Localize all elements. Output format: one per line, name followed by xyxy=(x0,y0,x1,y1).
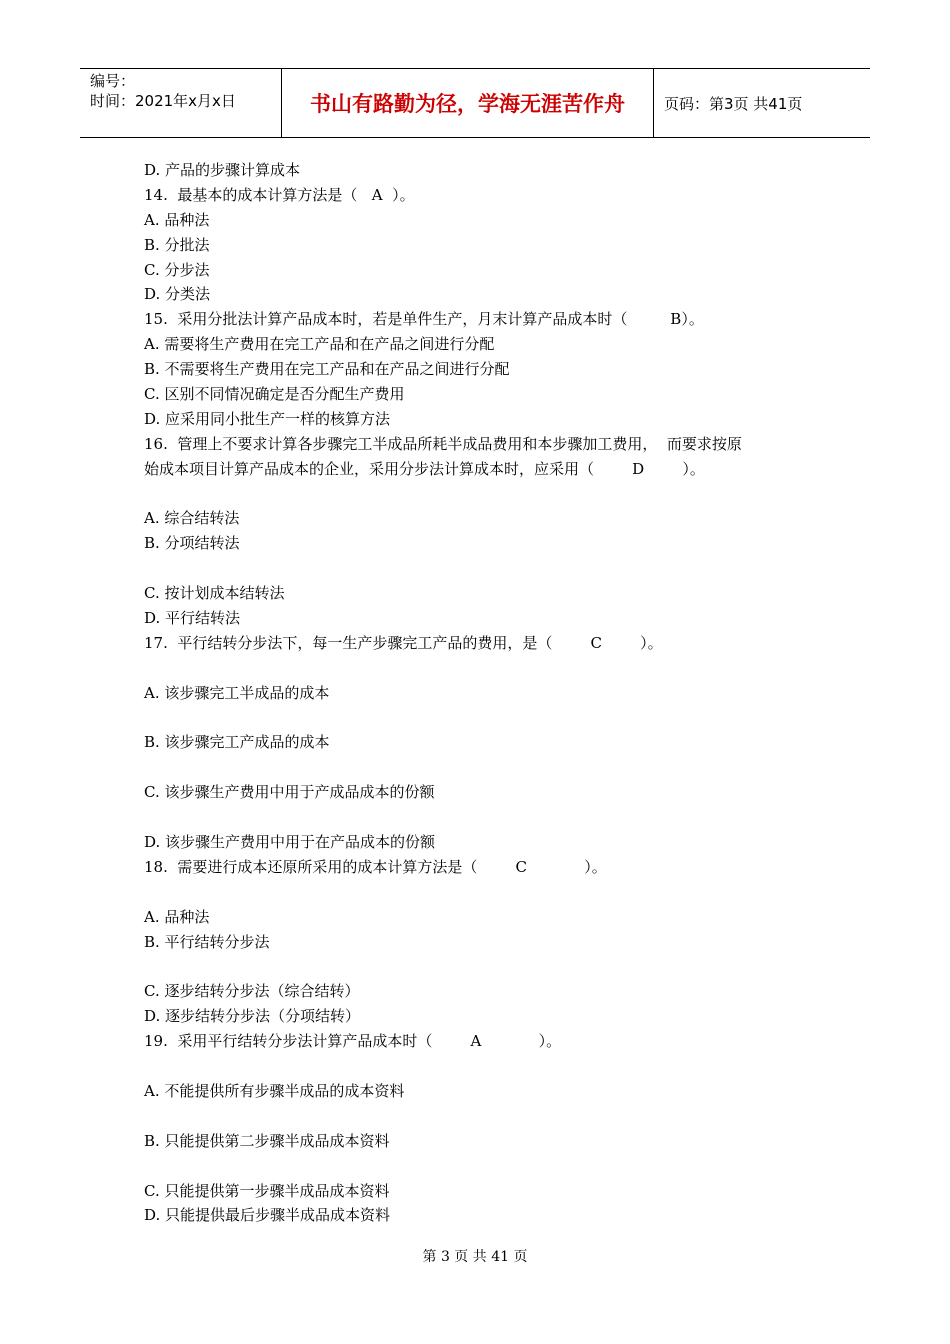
text-line: 15. 采用分批法计算产品成本时，若是单件生产，月末计算产品成本时（ B）。 xyxy=(144,310,704,329)
blank-line xyxy=(144,482,814,507)
text-line: A. 该步骤完工半成品的成本 xyxy=(144,683,330,702)
blank-line xyxy=(144,755,814,780)
header-page-info: 页码：第3页 共41页 xyxy=(664,94,803,113)
text-line: B. 平行结转分步法 xyxy=(144,932,270,951)
text-line: C. 按计划成本结转法 xyxy=(144,584,285,603)
text-line: A. 不能提供所有步骤半成品的成本资料 xyxy=(144,1081,405,1100)
text-line: 19. 采用平行结转分步法计算产品成本时（ A ）。 xyxy=(144,1032,562,1051)
text-line: C. 区别不同情况确定是否分配生产费用 xyxy=(144,385,405,404)
blank-line xyxy=(144,706,814,731)
text-line: D. 分类法 xyxy=(144,285,211,304)
text-line: D. 应采用同小批生产一样的核算方法 xyxy=(144,409,391,428)
document-body xyxy=(144,158,814,1228)
blank-line xyxy=(144,1154,814,1179)
text-line: D. 只能提供最后步骤半成品成本资料 xyxy=(144,1206,391,1225)
blank-line xyxy=(144,805,814,830)
text-line: B. 该步骤完工产成品的成本 xyxy=(144,733,330,752)
blank-line xyxy=(144,880,814,905)
document-time: 时间：2021年x月x日 xyxy=(90,92,236,110)
text-line: C. 该步骤生产费用中用于产成品成本的份额 xyxy=(144,783,435,802)
text-line: B. 只能提供第二步骤半成品成本资料 xyxy=(144,1131,390,1150)
blank-line xyxy=(144,955,814,980)
page-footer: 第 3 页 共 41 页 xyxy=(422,1249,528,1265)
text-line: 18. 需要进行成本还原所采用的成本计算方法是（ C ）。 xyxy=(144,857,607,876)
blank-line xyxy=(144,1104,814,1129)
blank-line xyxy=(144,656,814,681)
text-line: C. 逐步结转分步法（综合结转） xyxy=(144,982,360,1001)
blank-line xyxy=(144,1054,814,1079)
text-line: D. 逐步结转分步法（分项结转） xyxy=(144,1007,361,1026)
text-line: 14. 最基本的成本计算方法是（ A ）。 xyxy=(144,185,415,204)
header-motto: 书山有路勤为径，学海无涯苦作舟 xyxy=(281,69,654,137)
text-line: D. 平行结转法 xyxy=(144,609,241,628)
text-line: 16. 管理上不要求计算各步骤完工半成品所耗半成品费用和本步骤加工费用， 而要求按原 xyxy=(144,434,742,453)
text-line: B. 分项结转法 xyxy=(144,534,240,553)
header-meta xyxy=(80,69,281,137)
page-header xyxy=(80,68,870,138)
text-line: B. 分批法 xyxy=(144,235,210,254)
text-line: A. 综合结转法 xyxy=(144,509,240,528)
document-number-label: 编号： xyxy=(90,72,136,90)
text-line: B. 不需要将生产费用在完工产品和在产品之间进行分配 xyxy=(144,360,510,379)
text-line: A. 品种法 xyxy=(144,210,210,229)
text-line: C. 分步法 xyxy=(144,260,210,279)
text-line: C. 只能提供第一步骤半成品成本资料 xyxy=(144,1181,390,1200)
text-line: 始成本项目计算产品成本的企业，采用分步法计算成本时，应采用（ D ）。 xyxy=(144,459,705,478)
blank-line xyxy=(144,556,814,581)
text-line: 17. 平行结转分步法下，每一生产步骤完工产品的费用，是（ C ）。 xyxy=(144,633,663,652)
text-line: A. 需要将生产费用在完工产品和在产品之间进行分配 xyxy=(144,335,495,354)
text-line: A. 品种法 xyxy=(144,907,210,926)
text-line: D. 该步骤生产费用中用于在产品成本的份额 xyxy=(144,833,436,852)
text-line: D. 产品的步骤计算成本 xyxy=(144,161,301,179)
